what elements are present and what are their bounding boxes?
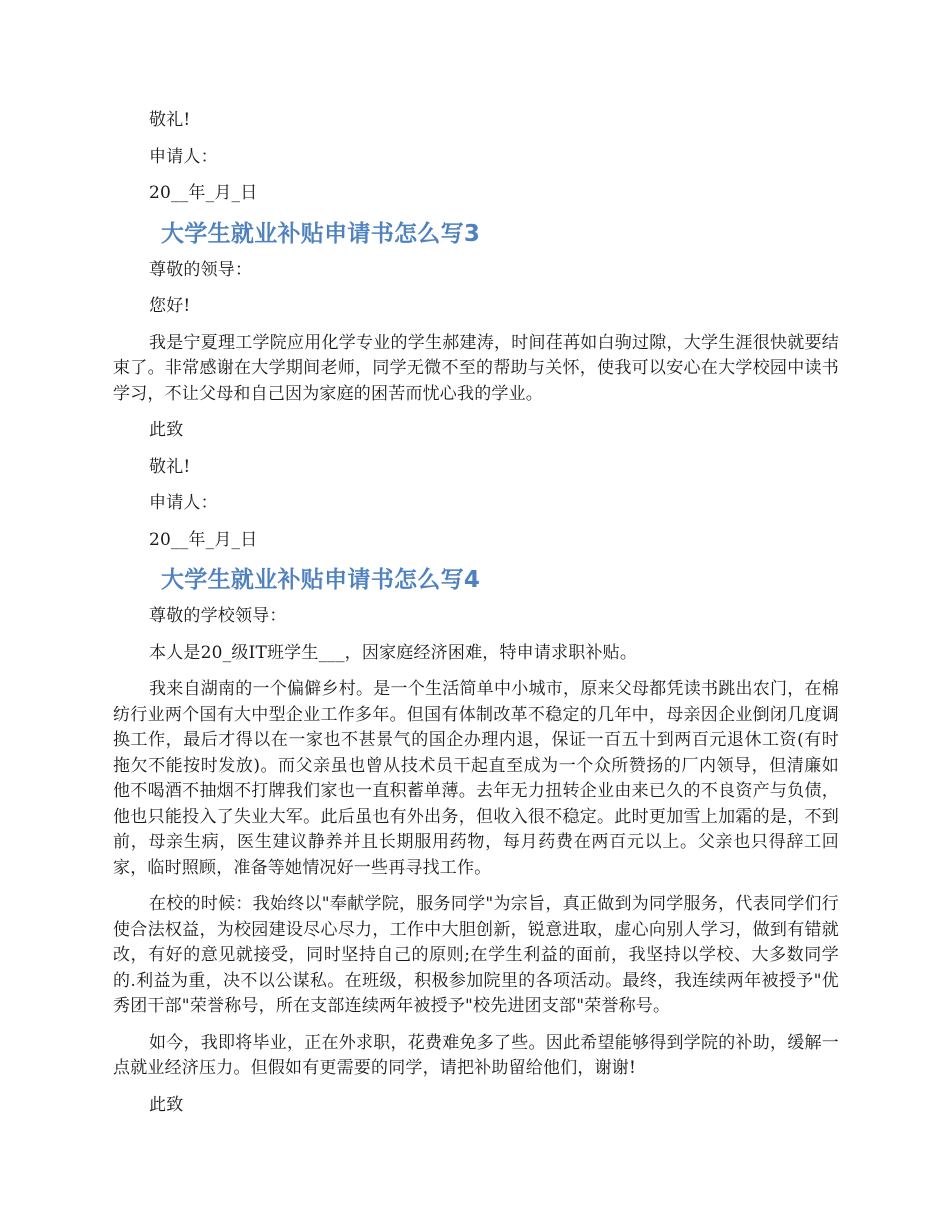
body-paragraph-school: 在校的时候：我始终以"奉献学院，服务同学"为宗旨，真正做到为同学服务，代表同学们行使合法权益，为校园建设尽心尽力，工作中大胆创新，锐意进取，虚心向别人学习，做到有错就改，有好的意见就接受，同时坚持自己的原则;在学生利益的面前，我坚持以学校、大多数同学的.利益为重，决不以公谋私。在班级，积极参加院里的各项活动。最终，我连续两年被授予"优秀团干部"荣誉称号，所在支部连续两年被授予"校先进团支部"荣誉称号。 [113,894,839,1016]
body-paragraph: 我是宁夏理工学院应用化学专业的学生郝建涛，时间荏苒如白驹过隙，大学生涯很快就要结束了。非常感谢在大学期间老师，同学无微不至的帮助与关怀，使我可以安心在大学校园中读书学习，不让父母和自己因为家庭的困苦而忧心我的学业。 [113,332,839,404]
date-line: 20__年_月_日 [149,529,258,550]
section-heading-4: 大学生就业补贴申请书怎么写4 [161,567,481,593]
intro-paragraph: 本人是20_级IT班学生___，因家庭经济困难，特申请求职补贴。 [149,642,638,663]
applicant-label: 申请人： [149,493,218,513]
ci-zhi: 此致 [149,420,184,440]
applicant-label: 申请人： [149,146,218,167]
body-paragraph-family: 我来自湖南的一个偏僻乡村。是一个生活简单中小城市，原来父母都凭读书跳出农门，在棉纺行业两个国有大中型企业工作多年。但国有体制改革不稳定的几年中，母亲因企业倒闭几度调换工作，最后才得以在一家也不甚景气的国企办理内退，保证一百五十到两百元退休工资(有时拖欠不能按时发放)。而父亲虽也曾从技术员干起直至成为一个众所赞扬的厂内领导，但清廉如他不喝酒不抽烟不打牌我们家也一直积蓄单薄。去年无力扭转企业由来已久的不良资产与负债，他也只能投入了失业大军。此后虽也有外出务，但收入很不稳定。此时更加雪上加霜的是，不到前，母亲生病，医生建议静养并且长期服用药物，每月药费在两百元以上。父亲也只得辞工回家，临时照顾，准备等她情况好一些再寻找工作。 [113,679,839,878]
body-paragraph-request: 如今，我即将毕业，正在外求职，花费难免多了些。因此希望能够得到学院的补助，缓解一点就业经济压力。但假如有更需要的同学，请把补助留给他们，谢谢! [113,1032,839,1078]
document-content [113,108,839,1129]
salutation: 尊敬的领导： [149,259,253,280]
closing-salute: 敬礼! [149,110,191,130]
section-heading-3: 大学生就业补贴申请书怎么写3 [161,220,481,247]
salutation: 尊敬的学校领导： [149,606,287,626]
ci-zhi: 此致 [149,1094,184,1115]
date-line: 20__年_月_日 [149,183,258,203]
greeting: 您好! [149,296,191,316]
closing-salute: 敬礼! [149,456,191,477]
